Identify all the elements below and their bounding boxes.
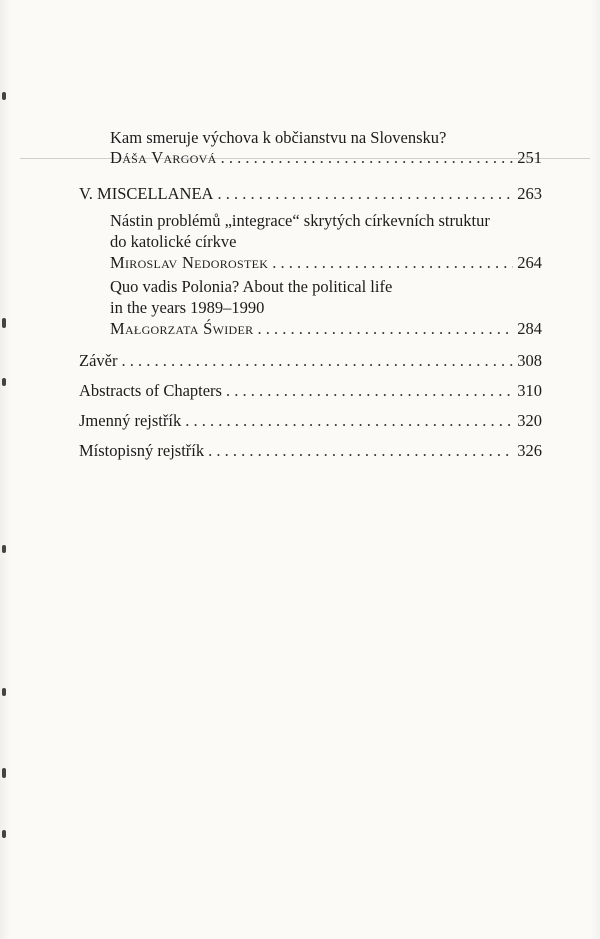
toc-section-line [79, 184, 542, 204]
toc-chapter-line [79, 351, 542, 371]
toc-page-number: 326 [517, 441, 542, 460]
toc-entry-title: Quo vadis Polonia? About the political life [110, 277, 393, 296]
leader-dots [121, 351, 513, 371]
leader-dots [208, 441, 513, 461]
toc-chapter-title: Závěr [79, 351, 118, 370]
toc-entry-author-line [110, 148, 542, 168]
toc-chapter-title: Místopisný rejstřík [79, 441, 205, 460]
toc-entry-author: Małgorzata Świder [110, 319, 254, 338]
toc-entry-title: do katolické církve [110, 232, 237, 251]
toc-page-number: 251 [517, 148, 542, 167]
page-edge-mark [2, 688, 6, 696]
page-edge-mark [2, 92, 6, 100]
toc-chapter-line [79, 411, 542, 431]
toc-entry-author: Dáša Vargová [110, 148, 217, 167]
toc-page-number: 264 [517, 253, 542, 272]
page-edge-mark [2, 830, 6, 838]
leader-dots [217, 184, 513, 204]
toc-entry-author-line [110, 253, 542, 273]
toc-chapter-title: Abstracts of Chapters [79, 381, 222, 400]
toc-chapter-line [79, 441, 542, 461]
toc-entry-author: Miroslav Nedorostek [110, 253, 269, 272]
leader-dots [272, 253, 513, 273]
toc-chapter-title: Jmenný rejstřík [79, 411, 182, 430]
toc-entry-title: Nástin problémů „integrace“ skrytých církevních struktur [110, 211, 490, 230]
page-edge-mark [2, 378, 6, 386]
page-edge-mark [2, 318, 6, 328]
leader-dots [226, 381, 513, 401]
page-edge-mark [2, 545, 6, 553]
toc-page-number: 263 [517, 184, 542, 203]
toc-page-number: 310 [517, 381, 542, 400]
toc-page-number: 320 [517, 411, 542, 430]
toc-entry-author-line [110, 319, 542, 339]
toc-entry-title: Kam smeruje výchova k občianstvu na Slovensku? [110, 128, 447, 147]
toc-chapter-line [79, 381, 542, 401]
leader-dots [257, 319, 513, 339]
toc-page-number: 308 [517, 351, 542, 370]
page-edge-mark [2, 768, 6, 778]
leader-dots [185, 411, 513, 431]
leader-dots [221, 148, 514, 168]
toc-section-title: V. MISCELLANEA [79, 184, 214, 203]
toc-entry-title: in the years 1989–1990 [110, 298, 265, 317]
toc-page-number: 284 [517, 319, 542, 338]
